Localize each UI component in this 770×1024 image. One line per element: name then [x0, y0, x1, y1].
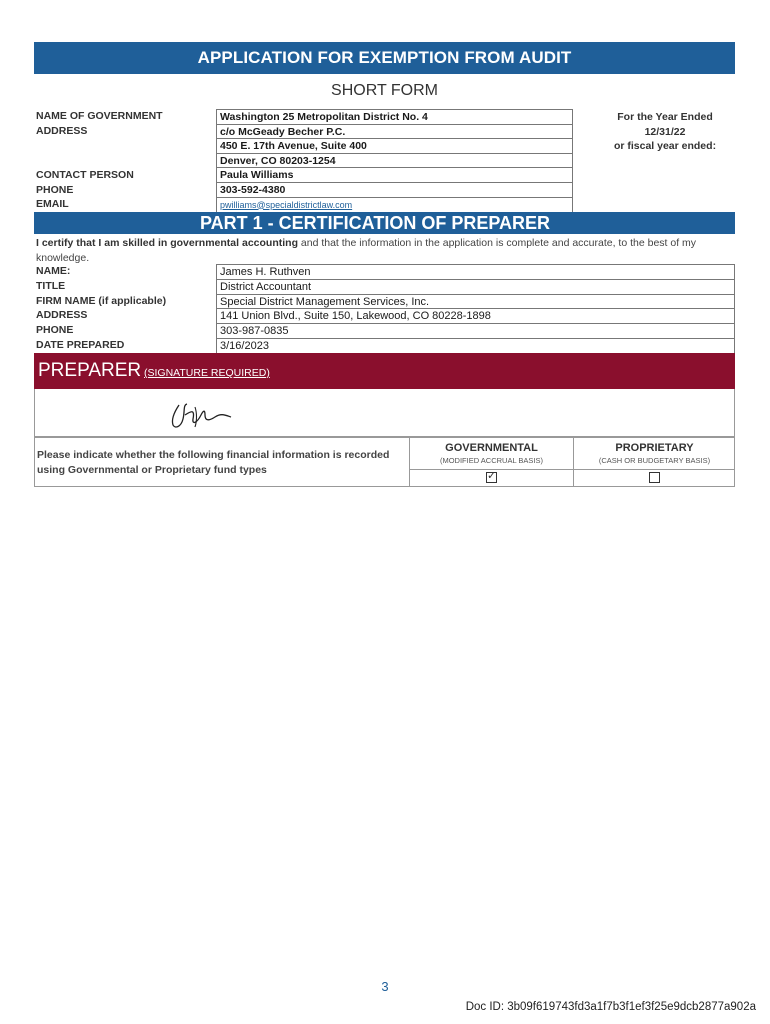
preparer-info-box	[216, 264, 735, 355]
email-field[interactable]	[217, 198, 572, 213]
address-line-3-field[interactable]: Denver, CO 80203-1254	[217, 154, 572, 169]
preparer-phone-field[interactable]: 303-987-0835	[217, 324, 734, 339]
part1-title: PART 1 - CERTIFICATION OF PREPARER	[200, 213, 551, 233]
fund-type-question: Please indicate whether the following financial information is recorded using Governmental or Proprietary fund types	[37, 449, 390, 476]
label-contact-person: CONTACT PERSON	[36, 169, 134, 181]
form-title: APPLICATION FOR EXEMPTION FROM AUDIT	[34, 42, 735, 74]
preparer-signature-header	[34, 353, 735, 389]
label-preparer-address: ADDRESS	[36, 309, 88, 321]
check-mark-icon: ✓	[487, 470, 497, 482]
label-preparer-phone: PHONE	[36, 324, 74, 336]
fiscal-year-block	[590, 110, 740, 154]
preparer-name-field[interactable]: James H. Ruthven	[217, 265, 734, 280]
governmental-basis: (MODIFIED ACCRUAL BASIS)	[410, 456, 573, 470]
contact-person-field[interactable]: Paula Williams	[217, 168, 572, 183]
firm-name-field[interactable]: Special District Management Services, Inc.	[217, 295, 734, 310]
email-link[interactable]: pwilliams@specialdistrictlaw.com	[220, 199, 353, 210]
form-subtitle: SHORT FORM	[331, 82, 438, 99]
preparer-heading: PREPARER	[38, 360, 142, 381]
fund-type-box	[34, 437, 735, 487]
part1-header	[34, 212, 735, 234]
governmental-column	[409, 438, 573, 486]
government-name-field[interactable]: Washington 25 Metropolitan District No. 4	[217, 110, 572, 125]
governmental-checkbox[interactable]	[486, 472, 497, 483]
proprietary-basis: (CASH OR BUDGETARY BASIS)	[574, 456, 735, 470]
label-preparer-title: TITLE	[36, 280, 66, 292]
proprietary-checkbox[interactable]	[649, 472, 660, 483]
preparer-title-field[interactable]: District Accountant	[217, 280, 734, 295]
certification-statement	[36, 236, 736, 265]
fiscal-year-date[interactable]: 12/31/22	[644, 125, 686, 138]
governmental-label: GOVERNMENTAL	[445, 442, 538, 454]
fiscal-year-label: For the Year Ended	[617, 111, 713, 123]
fiscal-year-alt-label: or fiscal year ended:	[613, 140, 717, 152]
label-email: EMAIL	[36, 198, 69, 210]
label-name-of-government: NAME OF GOVERNMENT	[36, 110, 163, 122]
address-line-2-field[interactable]: 450 E. 17th Avenue, Suite 400	[217, 139, 572, 154]
label-firm-name: FIRM NAME (if applicable)	[36, 295, 167, 307]
signature-box[interactable]	[34, 389, 735, 437]
proprietary-label: PROPRIETARY	[615, 442, 694, 454]
document-id: Doc ID: 3b09f619743fd3a1f7b3f1ef3f25e9dcb2877a902a	[465, 1001, 756, 1013]
preparer-address-field[interactable]: 141 Union Blvd., Suite 150, Lakewood, CO 80228-1898	[217, 309, 734, 324]
certify-rest-text: and that the information in the application is complete and accurate, to the best of my knowledge.	[36, 237, 697, 264]
government-info-box	[216, 109, 573, 213]
label-date-prepared: DATE PREPARED	[36, 339, 125, 351]
page-number: 3	[381, 979, 389, 994]
handwritten-signature	[165, 401, 265, 431]
phone-field[interactable]: 303-592-4380	[217, 183, 572, 198]
label-phone: PHONE	[36, 184, 74, 196]
certify-bold-text: I certify that I am skilled in governmental accounting	[36, 237, 298, 249]
date-prepared-field[interactable]: 3/16/2023	[220, 339, 269, 352]
proprietary-column	[573, 438, 735, 486]
label-preparer-name: NAME:	[36, 265, 71, 277]
address-line-1-field[interactable]: c/o McGeady Becher P.C.	[217, 125, 572, 140]
label-address: ADDRESS	[36, 125, 88, 137]
signature-required-note: (SIGNATURE REQUIRED)	[144, 367, 270, 379]
